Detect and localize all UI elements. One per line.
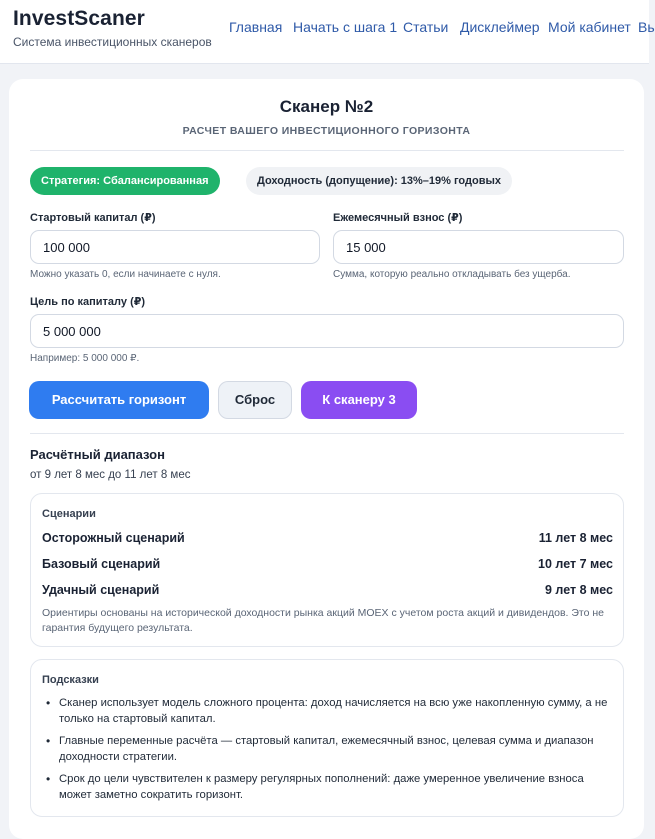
nav-link-more[interactable]: Вь [638, 19, 655, 35]
reset-button[interactable]: Сброс [218, 381, 292, 419]
main-nav [0, 19, 655, 39]
scenario-value: 9 лет 8 мес [545, 583, 613, 597]
tips-label: Подсказки [42, 674, 99, 686]
list-item [42, 733, 617, 765]
brand-subtitle: Система инвестиционных сканеров [13, 35, 212, 49]
goal-label: Цель по капиталу (₽) [30, 296, 146, 308]
start-capital-hint: Можно указать 0, если начинаете с нуля. [30, 269, 221, 280]
tips-list [42, 695, 617, 809]
scenarios-label: Сценарии [42, 508, 96, 520]
tip-text: Главные переменные расчёта — стартовый капитал, ежемесячный взнос, целевая сумма и диапазон доходности стратегии. [59, 735, 594, 763]
tip-text: Срок до цели чувствителен к размеру регулярных пополнений: даже умеренное увеличение взноса может заметно сократить горизонт. [59, 773, 584, 801]
next-scanner-button[interactable]: К сканеру 3 [301, 381, 417, 419]
bullet-icon: • [46, 772, 51, 786]
nav-link-articles[interactable]: Статьи [403, 19, 449, 35]
nav-link-home[interactable]: Главная [229, 19, 283, 35]
result-range: от 9 лет 8 мес до 11 лет 8 мес [30, 469, 191, 481]
strategy-badge: Стратегия: Сбалансированная [30, 167, 220, 195]
scenario-row-base [42, 557, 613, 573]
monthly-input[interactable] [333, 230, 624, 264]
scenario-row-lucky [42, 583, 613, 599]
scanner-subtitle: РАСЧЕТ ВАШЕГО ИНВЕСТИЦИОННОГО ГОРИЗОНТА [182, 125, 471, 137]
monthly-hint: Сумма, которую реально откладывать без ущерба. [333, 269, 571, 280]
scenario-value: 11 лет 8 мес [538, 531, 613, 545]
bullet-icon: • [46, 734, 51, 748]
nav-link-disclaimer[interactable]: Дисклеймер [460, 19, 540, 35]
goal-hint: Например: 5 000 000 ₽. [30, 353, 140, 364]
calculate-button[interactable]: Рассчитать горизонт [29, 381, 209, 419]
scanner-card [9, 79, 644, 839]
scenario-name: Удачный сценарий [42, 583, 160, 597]
scenario-name: Осторожный сценарий [42, 531, 185, 545]
list-item [42, 695, 617, 727]
scenarios-box [30, 493, 624, 647]
scenarios-note: Ориентиры основаны на исторической доходности рынка акций MOEX с учетом роста акций и дивидендов. Это не гарантия будущего результата. [42, 607, 604, 634]
yield-badge: Доходность (допущение): 13%–19% годовых [246, 167, 512, 195]
site-header [0, 0, 655, 64]
divider [30, 150, 624, 151]
bullet-icon: • [46, 696, 51, 710]
list-item [42, 771, 617, 803]
tip-text: Сканер использует модель сложного процента: доход начисляется на всю уже накопленную сумму, а не только на стартовый капитал. [59, 697, 608, 725]
scenario-name: Базовый сценарий [42, 557, 161, 571]
scenario-row-cautious [42, 531, 613, 547]
divider [30, 433, 624, 434]
scanner-title: Сканер №2 [279, 97, 374, 116]
nav-link-cabinet[interactable]: Мой кабинет [548, 19, 631, 35]
start-capital-input[interactable] [30, 230, 320, 264]
monthly-label: Ежемесячный взнос (₽) [333, 212, 463, 224]
scenario-value: 10 лет 7 мес [538, 557, 613, 571]
goal-input[interactable] [30, 314, 624, 348]
start-capital-label: Стартовый капитал (₽) [30, 212, 156, 224]
brand-title[interactable]: InvestScaner [13, 7, 145, 30]
tips-box [30, 659, 624, 817]
nav-link-start-step-1[interactable]: Начать с шага 1 [293, 19, 398, 35]
result-title: Расчётный диапазон [30, 447, 165, 462]
